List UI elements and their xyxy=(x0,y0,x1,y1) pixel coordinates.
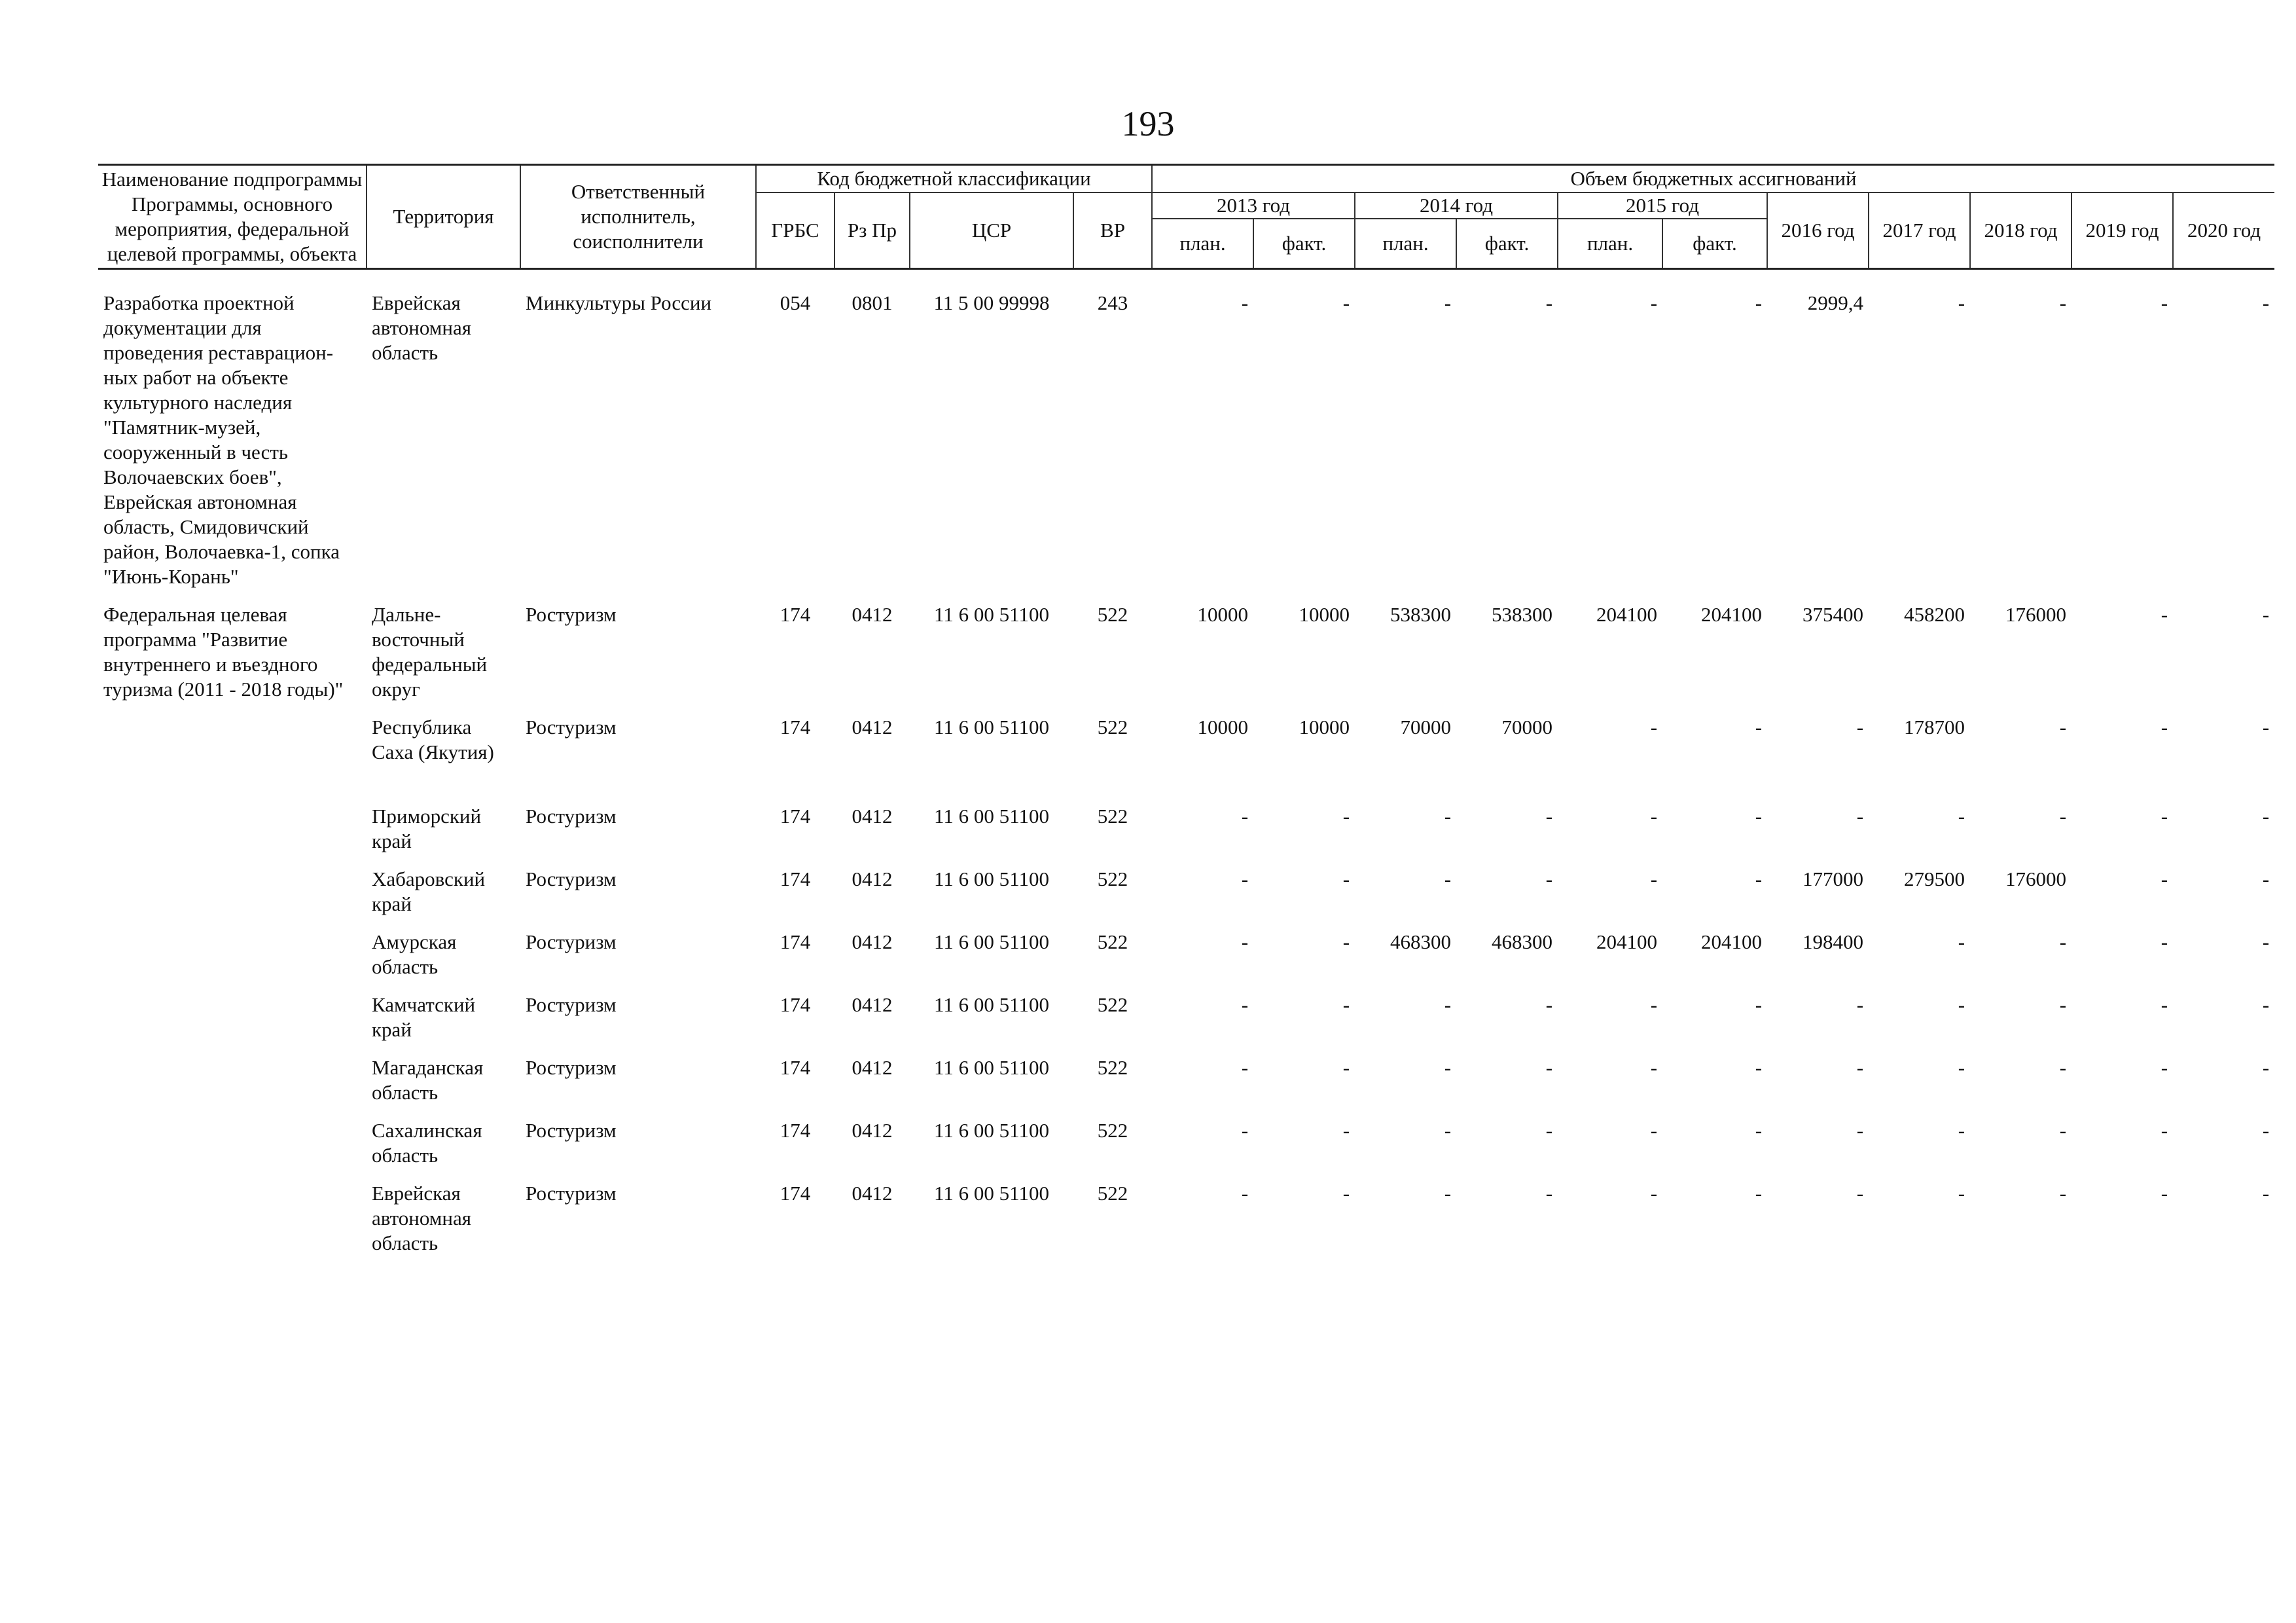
row-territory: Хабаровский край xyxy=(372,867,486,915)
row-2018: - xyxy=(2059,1182,2067,1205)
row-territory: Сахалинская область xyxy=(372,1119,482,1167)
row-executor: Ростуризм xyxy=(526,1119,617,1142)
row-executor: Ростуризм xyxy=(526,867,617,890)
row-2016: - xyxy=(1856,1119,1864,1142)
row-2015-fact: - xyxy=(1755,716,1763,739)
header-csr: ЦСР xyxy=(910,192,1073,269)
row-2014-plan: 538300 xyxy=(1390,603,1452,626)
row-2019: - xyxy=(2161,1182,2168,1205)
row-2016: - xyxy=(1856,716,1864,739)
row-2013-fact: - xyxy=(1342,867,1350,890)
row-name xyxy=(98,993,367,1055)
header-name: Наименование подпрограммы Программы, основного мероприятия, федеральной целевой программы, объекта xyxy=(98,165,367,269)
row-2015-plan: 204100 xyxy=(1596,603,1658,626)
header-2019: 2019 год xyxy=(2072,192,2173,269)
table-row xyxy=(98,930,2274,993)
row-2015-fact: - xyxy=(1755,805,1763,828)
row-2020: - xyxy=(2262,1119,2270,1142)
row-rzpr: 0412 xyxy=(852,1119,893,1142)
row-2014-fact: 70000 xyxy=(1501,716,1553,739)
row-csr: 11 6 00 51100 xyxy=(934,1182,1049,1205)
row-executor: Ростуризм xyxy=(526,716,617,739)
table-row xyxy=(98,602,2274,715)
row-2018: - xyxy=(2059,291,2067,314)
row-2018: 176000 xyxy=(2005,867,2067,890)
header-grbs: ГРБС xyxy=(756,192,834,269)
row-vr: 522 xyxy=(1097,716,1128,739)
row-vr: 522 xyxy=(1097,930,1128,953)
row-2015-fact: - xyxy=(1755,291,1763,314)
row-rzpr: 0412 xyxy=(852,1182,893,1205)
row-2015-fact: - xyxy=(1755,1056,1763,1079)
row-2013-fact: - xyxy=(1342,1056,1350,1079)
header-2013: 2013 год xyxy=(1152,192,1355,219)
row-name xyxy=(98,1118,367,1181)
header-2016: 2016 год xyxy=(1767,192,1869,269)
row-name xyxy=(98,1055,367,1118)
row-vr: 522 xyxy=(1097,993,1128,1016)
header-2017: 2017 год xyxy=(1869,192,1970,269)
row-2015-fact: 204100 xyxy=(1701,603,1763,626)
row-2019: - xyxy=(2161,1056,2168,1079)
row-2014-fact: - xyxy=(1545,1182,1553,1205)
row-rzpr: 0412 xyxy=(852,716,893,739)
row-2014-fact: - xyxy=(1545,805,1553,828)
row-2014-fact: 538300 xyxy=(1492,603,1553,626)
row-2016: 375400 xyxy=(1803,603,1864,626)
row-2015-plan: - xyxy=(1650,1182,1658,1205)
row-grbs: 174 xyxy=(780,603,811,626)
header-2014: 2014 год xyxy=(1355,192,1558,219)
row-2020: - xyxy=(2262,603,2270,626)
row-2020: - xyxy=(2262,867,2270,890)
header-vr: ВР xyxy=(1073,192,1152,269)
row-2016: 177000 xyxy=(1803,867,1864,890)
row-2020: - xyxy=(2262,805,2270,828)
row-2014-fact: 468300 xyxy=(1492,930,1553,953)
row-2020: - xyxy=(2262,930,2270,953)
row-2014-plan: - xyxy=(1444,1182,1452,1205)
row-csr: 11 5 00 99998 xyxy=(933,291,1050,314)
row-2017: - xyxy=(1958,805,1965,828)
row-2017: - xyxy=(1958,1119,1965,1142)
row-2018: - xyxy=(2059,1119,2067,1142)
row-2017: 178700 xyxy=(1904,716,1965,739)
header-budget-code: Код бюджетной классификации xyxy=(756,165,1152,193)
row-2013-fact: 10000 xyxy=(1299,603,1350,626)
row-2016: - xyxy=(1856,1056,1864,1079)
header-2014-plan: план. xyxy=(1355,219,1456,269)
row-2017: 279500 xyxy=(1904,867,1965,890)
row-2018: - xyxy=(2059,716,2067,739)
row-2015-fact: - xyxy=(1755,993,1763,1016)
row-2014-plan: - xyxy=(1444,1119,1452,1142)
row-2014-plan: - xyxy=(1444,805,1452,828)
row-csr: 11 6 00 51100 xyxy=(934,603,1049,626)
row-2019: - xyxy=(2161,805,2168,828)
row-2018: 176000 xyxy=(2005,603,2067,626)
row-rzpr: 0412 xyxy=(852,930,893,953)
table-row xyxy=(98,1055,2274,1118)
header-executor: Ответственный исполнитель, соисполнители xyxy=(520,165,756,269)
row-2018: - xyxy=(2059,805,2067,828)
row-territory: Республика Саха (Якутия) xyxy=(372,716,494,763)
row-executor: Ростуризм xyxy=(526,805,617,828)
row-grbs: 174 xyxy=(780,1119,811,1142)
row-2013-fact: - xyxy=(1342,291,1350,314)
row-2015-plan: - xyxy=(1650,716,1658,739)
row-2015-plan: - xyxy=(1650,1119,1658,1142)
row-2019: - xyxy=(2161,1119,2168,1142)
row-executor: Ростуризм xyxy=(526,930,617,953)
row-2016: 2999,4 xyxy=(1807,291,1864,314)
row-2015-plan: - xyxy=(1650,291,1658,314)
row-2014-plan: - xyxy=(1444,291,1452,314)
row-2014-fact: - xyxy=(1545,1056,1553,1079)
row-2020: - xyxy=(2262,1182,2270,1205)
row-name xyxy=(98,930,367,993)
row-2016: - xyxy=(1856,805,1864,828)
row-csr: 11 6 00 51100 xyxy=(934,716,1049,739)
row-rzpr: 0412 xyxy=(852,867,893,890)
row-2017: - xyxy=(1958,1056,1965,1079)
row-2016: - xyxy=(1856,993,1864,1016)
header-2013-fact: факт. xyxy=(1253,219,1355,269)
row-2014-plan: 70000 xyxy=(1400,716,1452,739)
row-executor: Ростуризм xyxy=(526,1056,617,1079)
row-csr: 11 6 00 51100 xyxy=(934,930,1049,953)
row-name: Разработка проектной документации для проведения реставрацион-ных работ на объекте культурного наследия "Памятник-музей, сооруженный в честь Волочаевских боев", Еврейская автономная область, Смидовичский район, Волочаевка-1, сопка "Июнь-Корань" xyxy=(103,291,340,588)
row-territory: Магаданская область xyxy=(372,1056,484,1104)
row-executor: Ростуризм xyxy=(526,603,617,626)
row-territory: Амурская область xyxy=(372,930,457,978)
table-row xyxy=(98,993,2274,1055)
row-executor: Минкультуры России xyxy=(526,291,712,314)
row-csr: 11 6 00 51100 xyxy=(934,993,1049,1016)
header-rzpr: Рз Пр xyxy=(834,192,910,269)
row-2013-plan: - xyxy=(1241,1119,1249,1142)
header-2015-plan: план. xyxy=(1558,219,1662,269)
row-grbs: 174 xyxy=(780,993,811,1016)
row-csr: 11 6 00 51100 xyxy=(934,805,1049,828)
row-grbs: 174 xyxy=(780,1056,811,1079)
row-2015-plan: - xyxy=(1650,867,1658,890)
row-2020: - xyxy=(2262,993,2270,1016)
row-2013-plan: - xyxy=(1241,291,1249,314)
row-2013-fact: - xyxy=(1342,805,1350,828)
row-name: Федеральная целевая программа "Развитие внутреннего и въездного туризма (2011 - 2018 годы)" xyxy=(103,603,344,701)
row-2013-fact: - xyxy=(1342,1182,1350,1205)
row-csr: 11 6 00 51100 xyxy=(934,1119,1049,1142)
row-2015-plan: - xyxy=(1650,993,1658,1016)
row-2018: - xyxy=(2059,993,2067,1016)
row-vr: 522 xyxy=(1097,805,1128,828)
row-name xyxy=(98,1181,367,1269)
row-2013-fact: 10000 xyxy=(1299,716,1350,739)
row-vr: 243 xyxy=(1097,291,1128,314)
header-2013-plan: план. xyxy=(1152,219,1253,269)
row-vr: 522 xyxy=(1097,603,1128,626)
table-row xyxy=(98,867,2274,930)
row-2019: - xyxy=(2161,603,2168,626)
row-csr: 11 6 00 51100 xyxy=(934,1056,1049,1079)
table-row xyxy=(98,291,2274,602)
row-2015-plan: 204100 xyxy=(1596,930,1658,953)
row-grbs: 174 xyxy=(780,930,811,953)
row-rzpr: 0412 xyxy=(852,805,893,828)
table-row xyxy=(98,804,2274,867)
row-2017: - xyxy=(1958,1182,1965,1205)
row-2014-fact: - xyxy=(1545,1119,1553,1142)
row-2020: - xyxy=(2262,291,2270,314)
row-2015-plan: - xyxy=(1650,1056,1658,1079)
row-2013-plan: 10000 xyxy=(1197,603,1249,626)
row-2013-fact: - xyxy=(1342,993,1350,1016)
row-2018: - xyxy=(2059,1056,2067,1079)
row-executor: Ростуризм xyxy=(526,1182,617,1205)
row-2013-plan: - xyxy=(1241,1056,1249,1079)
row-2014-fact: - xyxy=(1545,291,1553,314)
row-2014-plan: - xyxy=(1444,1056,1452,1079)
header-territory: Территория xyxy=(367,165,520,269)
row-2014-plan: - xyxy=(1444,867,1452,890)
budget-allocation-table xyxy=(98,164,2274,1269)
header-2020: 2020 год xyxy=(2173,192,2274,269)
row-territory: Дальне-восточный федеральный округ xyxy=(372,603,488,701)
row-2013-plan: - xyxy=(1241,867,1249,890)
row-2014-plan: 468300 xyxy=(1390,930,1452,953)
row-name xyxy=(98,804,367,867)
row-rzpr: 0412 xyxy=(852,603,893,626)
row-vr: 522 xyxy=(1097,1182,1128,1205)
row-territory: Приморский край xyxy=(372,805,482,852)
row-2017: 458200 xyxy=(1904,603,1965,626)
table-row xyxy=(98,1181,2274,1269)
row-territory: Еврейская автономная область xyxy=(372,291,471,364)
row-2016: 198400 xyxy=(1803,930,1864,953)
table-row xyxy=(98,1118,2274,1181)
row-name xyxy=(98,867,367,930)
row-2019: - xyxy=(2161,993,2168,1016)
row-territory: Еврейская автономная область xyxy=(372,1182,471,1254)
row-grbs: 174 xyxy=(780,716,811,739)
row-2013-plan: - xyxy=(1241,993,1249,1016)
row-2017: - xyxy=(1958,993,1965,1016)
row-2020: - xyxy=(2262,716,2270,739)
row-grbs: 174 xyxy=(780,867,811,890)
header-budget-volume: Объем бюджетных ассигнований xyxy=(1152,165,2274,193)
row-2017: - xyxy=(1958,291,1965,314)
row-2013-plan: - xyxy=(1241,1182,1249,1205)
row-csr: 11 6 00 51100 xyxy=(934,867,1049,890)
row-2019: - xyxy=(2161,867,2168,890)
header-2018: 2018 год xyxy=(1970,192,2072,269)
row-grbs: 174 xyxy=(780,805,811,828)
row-vr: 522 xyxy=(1097,1056,1128,1079)
row-2015-fact: - xyxy=(1755,1119,1763,1142)
row-territory: Камчатский край xyxy=(372,993,476,1041)
row-2019: - xyxy=(2161,716,2168,739)
row-grbs: 174 xyxy=(780,1182,811,1205)
row-rzpr: 0412 xyxy=(852,993,893,1016)
row-2018: - xyxy=(2059,930,2067,953)
row-2015-fact: 204100 xyxy=(1701,930,1763,953)
row-vr: 522 xyxy=(1097,867,1128,890)
row-2014-plan: - xyxy=(1444,993,1452,1016)
row-2015-fact: - xyxy=(1755,867,1763,890)
row-2020: - xyxy=(2262,1056,2270,1079)
table-row xyxy=(98,715,2274,804)
header-2015-fact: факт. xyxy=(1662,219,1767,269)
row-2013-plan: - xyxy=(1241,805,1249,828)
row-rzpr: 0801 xyxy=(852,291,893,314)
row-2014-fact: - xyxy=(1545,993,1553,1016)
header-2015: 2015 год xyxy=(1558,192,1767,219)
header-2014-fact: факт. xyxy=(1456,219,1558,269)
row-2014-fact: - xyxy=(1545,867,1553,890)
row-2013-fact: - xyxy=(1342,1119,1350,1142)
row-grbs: 054 xyxy=(780,291,811,314)
row-2019: - xyxy=(2161,930,2168,953)
row-rzpr: 0412 xyxy=(852,1056,893,1079)
row-2013-plan: 10000 xyxy=(1197,716,1249,739)
row-2013-fact: - xyxy=(1342,930,1350,953)
row-2016: - xyxy=(1856,1182,1864,1205)
row-vr: 522 xyxy=(1097,1119,1128,1142)
row-2013-plan: - xyxy=(1241,930,1249,953)
row-executor: Ростуризм xyxy=(526,993,617,1016)
row-2019: - xyxy=(2161,291,2168,314)
row-2015-fact: - xyxy=(1755,1182,1763,1205)
row-2017: - xyxy=(1958,930,1965,953)
row-2015-plan: - xyxy=(1650,805,1658,828)
page-number: 193 xyxy=(1121,104,1175,143)
